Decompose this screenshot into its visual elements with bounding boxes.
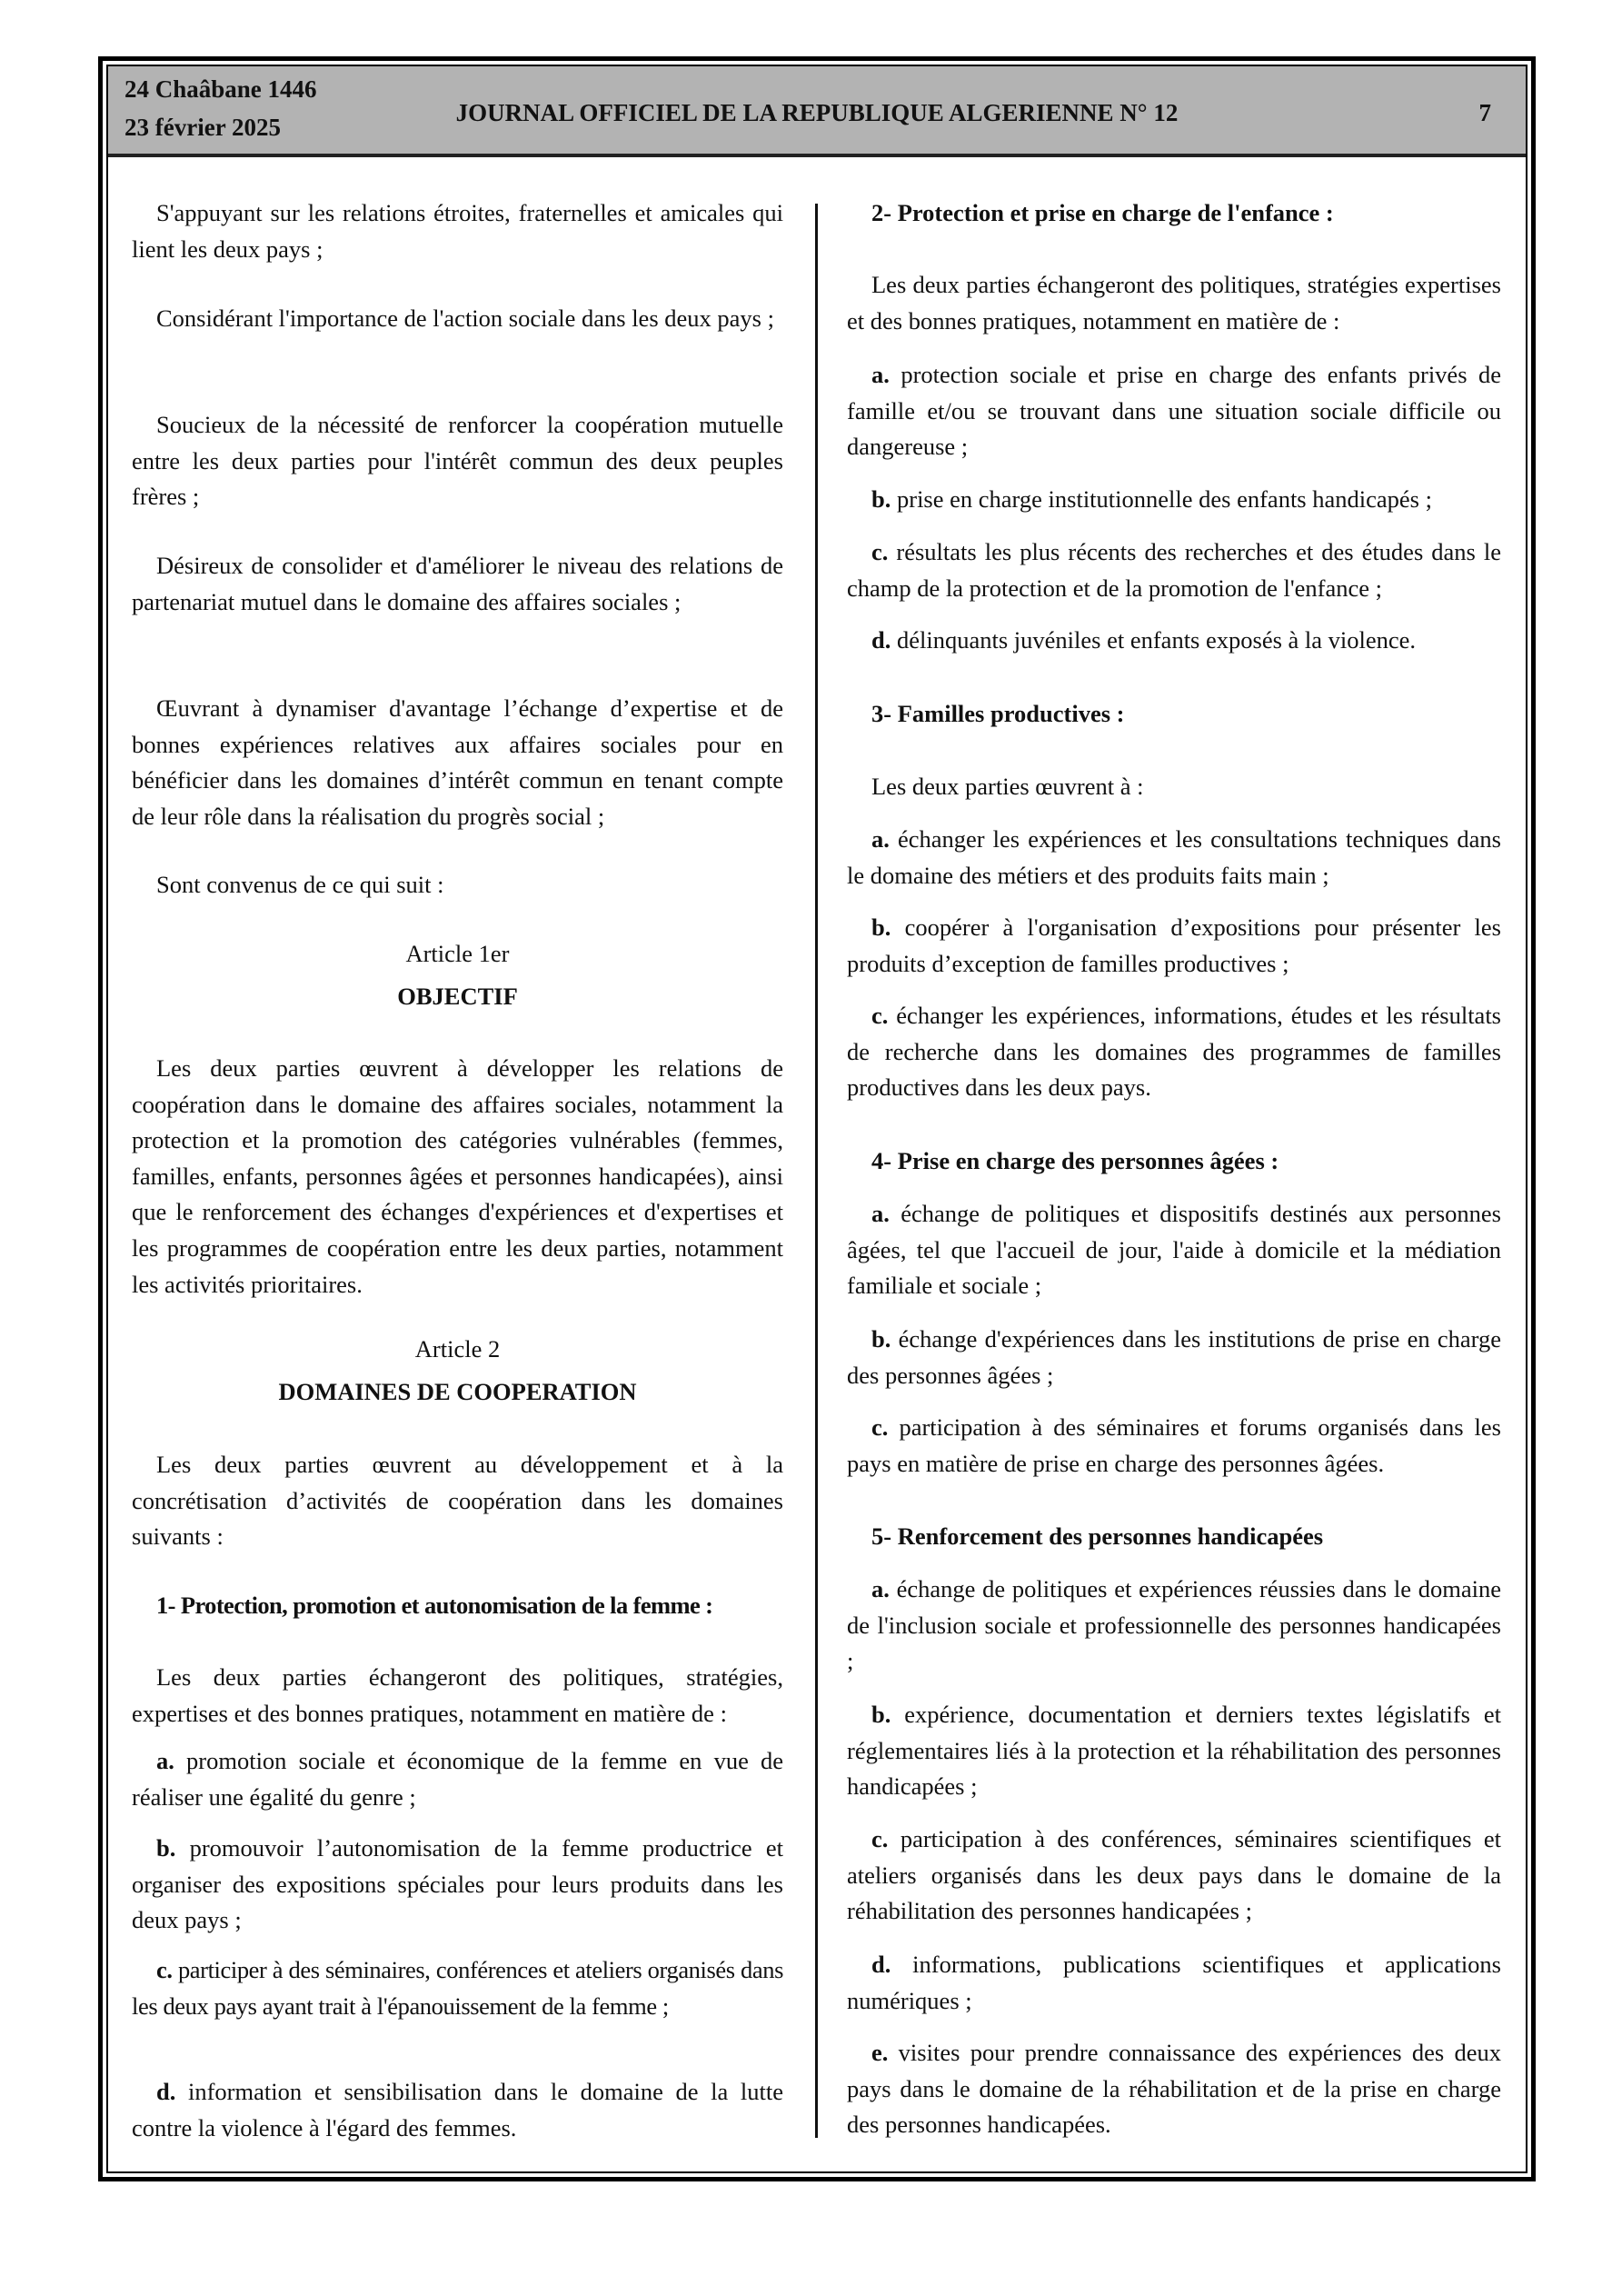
list-item	[847, 2035, 1501, 2143]
paragraph: Soucieux de la nécessité de renforcer la coopération mutuelle entre les deux parties pour l'intérêt commun des deux peuples frères ;	[132, 411, 783, 511]
item-text: visites pour prendre connaissance des expériences des deux pays dans le domaine de la réhabilitation et de la prise en charge des personnes handicapées.	[847, 2039, 1501, 2139]
list-item	[847, 1410, 1501, 1482]
item-label: b.	[156, 1834, 176, 1862]
paragraph: Les deux parties échangeront des politiques, stratégies expertises et des bonnes pratiques, notamment en matière de :	[847, 271, 1501, 334]
paragraph: S'appuyant sur les relations étroites, fraternelles et amicales qui lient les deux pays ;	[132, 199, 783, 263]
list-item	[847, 534, 1501, 606]
item-text: résultats les plus récents des recherches et des études dans le champ de la protection et de la promotion de l'enfance ;	[847, 538, 1501, 602]
section-heading: 1- Protection, promotion et autonomisation de la femme :	[156, 1592, 713, 1619]
list-item	[847, 910, 1501, 982]
list-item	[847, 1196, 1501, 1304]
paragraph: Œuvrant à dynamiser d'avantage l’échange d’expertise et de bonnes expériences relatives aux affaires sociales pour en bénéficier dans les domaines d’intérêt commun en tenant compte de leur rôle dans la réalisation du progrès social ;	[132, 694, 783, 830]
journal-title: JOURNAL OFFICIEL DE LA REPUBLIQUE ALGERIENNE N° 12	[455, 99, 1179, 126]
section-heading: 2- Protection et prise en charge de l'enfance :	[871, 199, 1334, 226]
section-heading: 5- Renforcement des personnes handicapées	[871, 1522, 1324, 1550]
item-text: expérience, documentation et derniers textes législatifs et réglementaires liés à la protection et la réhabilitation des personnes handicapées ;	[847, 1701, 1501, 1801]
list-item	[847, 1697, 1501, 1805]
paragraph: Les deux parties œuvrent au développement et à la concrétisation d’activités de coopération dans les domaines suivants :	[132, 1451, 783, 1551]
item-text: participation à des conférences, séminaires scientifiques et ateliers organisés dans les deux pays dans le domaine de la réhabilitation des personnes handicapées ;	[847, 1825, 1501, 1925]
list-item	[847, 998, 1501, 1106]
paragraph: Sont convenus de ce qui suit :	[156, 871, 444, 898]
article-number: Article 1er	[405, 940, 510, 967]
item-label: b.	[871, 913, 891, 941]
item-label: c.	[871, 538, 889, 565]
item-text: échange de politiques et dispositifs destinés aux personnes âgées, tel que l'accueil de jour, l'aide à domicile et la médiation familiale et sociale ;	[847, 1200, 1501, 1300]
item-label: c.	[871, 1413, 889, 1441]
list-item	[132, 1952, 783, 2024]
list-item	[847, 1322, 1501, 1393]
item-label: a.	[871, 1575, 890, 1602]
item-text: participation à des séminaires et forums organisés dans les pays en matière de prise en charge des personnes âgées.	[847, 1413, 1501, 1477]
item-text: prise en charge institutionnelle des enfants handicapés ;	[891, 485, 1432, 513]
journal-header	[108, 66, 1526, 157]
article-title: DOMAINES DE COOPERATION	[278, 1378, 637, 1405]
item-text: échange de politiques et expériences réussies dans le domaine de l'inclusion sociale et professionnelle des personnes handicapées ;	[847, 1575, 1501, 1675]
list-item	[847, 1947, 1501, 2019]
article-number: Article 2	[414, 1335, 501, 1363]
paragraph: Les deux parties œuvrent à :	[871, 773, 1144, 800]
list-item	[847, 1822, 1501, 1930]
article-title: OBJECTIF	[397, 983, 518, 1010]
paragraph: Les deux parties œuvrent à développer les relations de coopération dans le domaine des affaires sociales, notamment la protection et la promotion des catégories vulnérables (femmes, familles, enfants, personnes âgées et personnes handicapées), ainsi que le renforcement des échanges d'expériences et d'expertises et les programmes de coopération entre les deux parties, notamment les activités prioritaires.	[132, 1054, 783, 1298]
item-text: échange d'expériences dans les institutions de prise en charge des personnes âgées ;	[847, 1325, 1501, 1389]
item-text: coopérer à l'organisation d’expositions pour présenter les produits d’exception de familles productives ;	[847, 913, 1501, 977]
item-text: protection sociale et prise en charge des enfants privés de famille et/ou se trouvant dans une situation sociale difficile ou dangereuse ;	[847, 361, 1501, 461]
item-label: a.	[871, 1200, 890, 1227]
list-item	[847, 357, 1501, 465]
item-text: participer à des séminaires, conférences et ateliers organisés dans les deux pays ayant trait à l'épanouissement de la femme ;	[132, 1956, 783, 2020]
paragraph: Considérant l'importance de l'action sociale dans les deux pays ;	[156, 304, 774, 332]
item-label: e.	[871, 2039, 889, 2066]
list-item	[847, 623, 1501, 659]
item-text: informations, publications scientifiques et applications numériques ;	[847, 1951, 1501, 2014]
item-text: promotion sociale et économique de la femme en vue de réaliser une égalité du genre ;	[132, 1747, 783, 1811]
list-item	[132, 1743, 783, 1815]
list-item	[847, 822, 1501, 893]
list-item	[132, 1831, 783, 1939]
section-heading: 3- Familles productives :	[871, 700, 1125, 727]
list-item	[132, 2074, 783, 2146]
section-heading: 4- Prise en charge des personnes âgées :	[871, 1147, 1279, 1174]
item-text: délinquants juvéniles et enfants exposés à la violence.	[891, 626, 1417, 654]
list-item	[847, 1572, 1501, 1680]
hijri-date: 24 Chaâbane 1446	[124, 75, 317, 103]
item-text: échanger les expériences, informations, études et les résultats de recherche dans les domaines des programmes de familles productives dans les deux pays.	[847, 1002, 1501, 1102]
item-label: b.	[871, 485, 891, 513]
column-divider	[815, 204, 818, 2138]
item-label: a.	[156, 1747, 174, 1774]
item-label: a.	[871, 825, 890, 853]
item-label: c.	[156, 1956, 173, 1983]
item-label: c.	[871, 1825, 889, 1852]
item-label: a.	[871, 361, 890, 388]
item-label: b.	[871, 1701, 891, 1728]
list-item	[847, 482, 1501, 518]
item-text: information et sensibilisation dans le domaine de la lutte contre la violence à l'égard des femmes.	[132, 2078, 783, 2141]
item-label: d.	[871, 1951, 891, 1978]
item-label: b.	[871, 1325, 891, 1353]
item-label: d.	[156, 2078, 176, 2105]
item-label: d.	[871, 626, 891, 654]
paragraph: Les deux parties échangeront des politiques, stratégies, expertises et des bonnes pratiques, notamment en matière de :	[132, 1663, 783, 1727]
item-text: promouvoir l’autonomisation de la femme productrice et organiser des expositions spéciales pour leurs produits dans les deux pays ;	[132, 1834, 783, 1934]
page-number: 7	[1478, 99, 1491, 126]
gregorian-date: 23 février 2025	[124, 114, 281, 141]
item-label: c.	[871, 1002, 889, 1029]
item-text: échanger les expériences et les consultations techniques dans le domaine des métiers et des produits faits main ;	[847, 825, 1501, 889]
paragraph: Désireux de consolider et d'améliorer le niveau des relations de partenariat mutuel dans le domaine des affaires sociales ;	[132, 552, 783, 615]
